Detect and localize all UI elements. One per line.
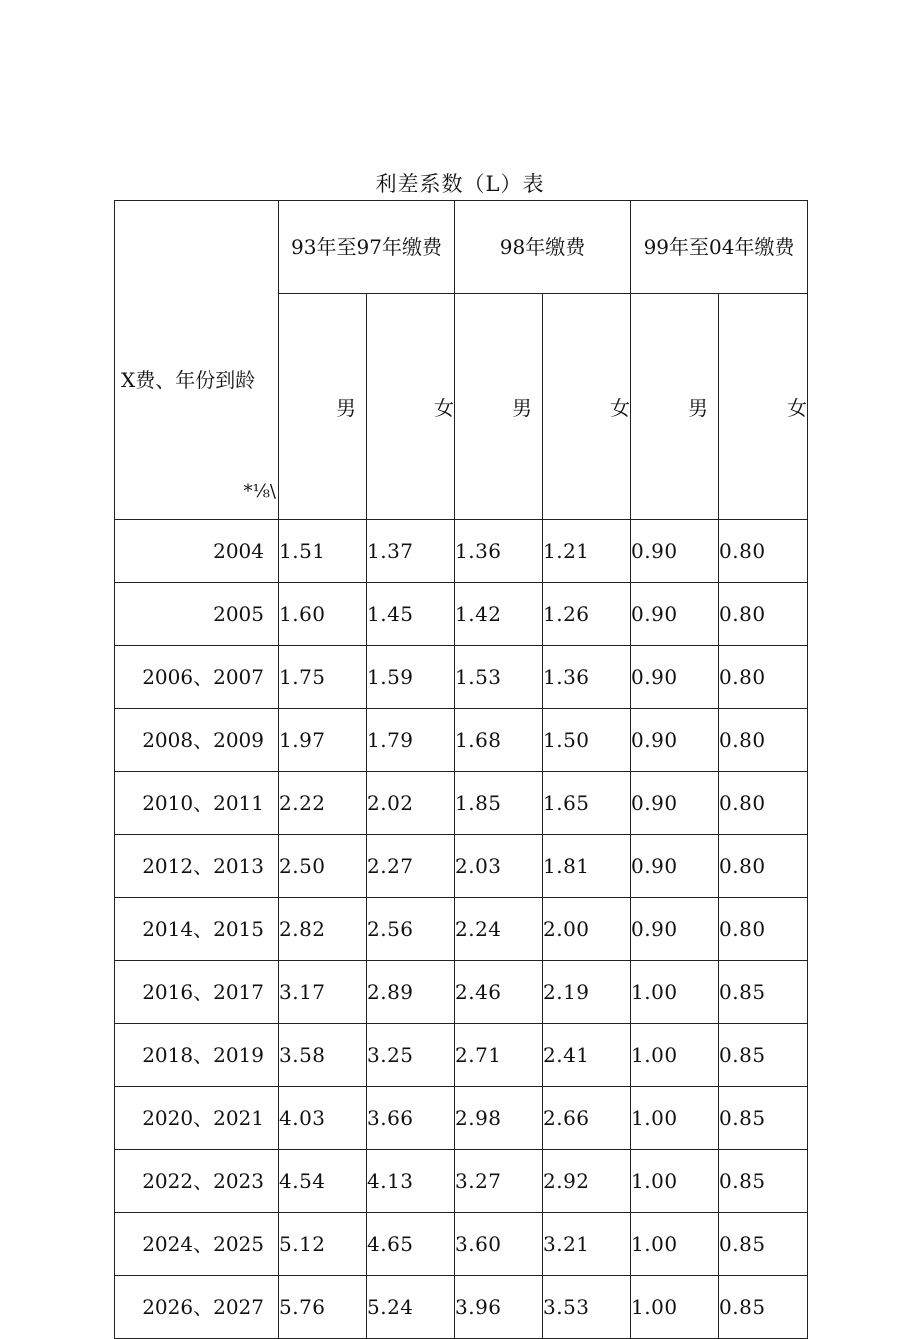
table-row (115, 1213, 808, 1276)
table-row (115, 898, 808, 961)
value-cell: 0.85 (719, 1024, 808, 1087)
value-cell: 5.12 (279, 1213, 367, 1276)
value-cell: 2.03 (455, 835, 543, 898)
value-cell: 1.85 (455, 772, 543, 835)
value-cell: 1.00 (631, 1087, 719, 1150)
value-cell: 3.53 (543, 1276, 631, 1339)
value-cell: 0.80 (719, 520, 808, 583)
table-row (115, 709, 808, 772)
value-cell: 4.54 (279, 1150, 367, 1213)
table-title: 利差系数（L）表 (375, 172, 545, 196)
value-cell: 1.00 (631, 1150, 719, 1213)
value-cell: 0.80 (719, 898, 808, 961)
value-cell: 2.27 (367, 835, 455, 898)
value-cell: 2.19 (543, 961, 631, 1024)
year-cell: 2020、2021 (115, 1087, 279, 1150)
table-row (115, 1276, 808, 1339)
group-header-99-04: 99年至04年缴费 (631, 201, 808, 294)
value-cell: 1.36 (543, 646, 631, 709)
year-cell: 2018、2019 (115, 1024, 279, 1087)
year-cell: 2008、2009 (115, 709, 279, 772)
value-cell: 3.60 (455, 1213, 543, 1276)
corner-header-label: X费、年份到龄 (121, 368, 256, 392)
value-cell: 2.50 (279, 835, 367, 898)
value-cell: 1.68 (455, 709, 543, 772)
value-cell: 1.00 (631, 1276, 719, 1339)
value-cell: 0.90 (631, 772, 719, 835)
value-cell: 3.27 (455, 1150, 543, 1213)
value-cell: 0.80 (719, 772, 808, 835)
header-row-groups (115, 201, 808, 294)
value-cell: 0.90 (631, 583, 719, 646)
year-cell: 2005 (115, 583, 279, 646)
sex-header-female (719, 294, 808, 520)
table-row (115, 520, 808, 583)
value-cell: 1.37 (367, 520, 455, 583)
year-cell: 2006、2007 (115, 646, 279, 709)
value-cell: 0.90 (631, 835, 719, 898)
value-cell: 4.13 (367, 1150, 455, 1213)
sex-label: 女 (787, 396, 808, 420)
table-row (115, 1087, 808, 1150)
sex-header-male (455, 294, 543, 520)
value-cell: 2.24 (455, 898, 543, 961)
value-cell: 2.98 (455, 1087, 543, 1150)
value-cell: 1.45 (367, 583, 455, 646)
value-cell: 1.53 (455, 646, 543, 709)
value-cell: 0.90 (631, 898, 719, 961)
value-cell: 2.71 (455, 1024, 543, 1087)
value-cell: 1.00 (631, 1024, 719, 1087)
value-cell: 1.97 (279, 709, 367, 772)
value-cell: 1.79 (367, 709, 455, 772)
value-cell: 1.21 (543, 520, 631, 583)
value-cell: 3.58 (279, 1024, 367, 1087)
year-cell: 2012、2013 (115, 835, 279, 898)
value-cell: 2.00 (543, 898, 631, 961)
value-cell: 0.80 (719, 646, 808, 709)
value-cell: 2.56 (367, 898, 455, 961)
table-row (115, 1150, 808, 1213)
group-header-93-97: 93年至97年缴费 (279, 201, 455, 294)
value-cell: 4.65 (367, 1213, 455, 1276)
sex-header-male (631, 294, 719, 520)
value-cell: 3.21 (543, 1213, 631, 1276)
value-cell: 3.25 (367, 1024, 455, 1087)
value-cell: 0.90 (631, 520, 719, 583)
value-cell: 5.24 (367, 1276, 455, 1339)
sex-header-female (543, 294, 631, 520)
value-cell: 2.82 (279, 898, 367, 961)
table-row (115, 646, 808, 709)
table-row (115, 1024, 808, 1087)
value-cell: 2.41 (543, 1024, 631, 1087)
table-row (115, 583, 808, 646)
sex-label: 男 (688, 396, 709, 420)
value-cell: 0.85 (719, 1087, 808, 1150)
value-cell: 0.90 (631, 646, 719, 709)
year-cell: 2022、2023 (115, 1150, 279, 1213)
year-cell: 2004 (115, 520, 279, 583)
value-cell: 3.96 (455, 1276, 543, 1339)
value-cell: 1.36 (455, 520, 543, 583)
value-cell: 2.46 (455, 961, 543, 1024)
value-cell: 0.80 (719, 583, 808, 646)
value-cell: 4.03 (279, 1087, 367, 1150)
value-cell: 0.90 (631, 709, 719, 772)
value-cell: 1.51 (279, 520, 367, 583)
value-cell: 0.80 (719, 709, 808, 772)
value-cell: 1.50 (543, 709, 631, 772)
value-cell: 2.66 (543, 1087, 631, 1150)
sex-label: 男 (512, 396, 532, 420)
value-cell: 1.59 (367, 646, 455, 709)
sex-label: 女 (610, 396, 631, 420)
year-cell: 2014、2015 (115, 898, 279, 961)
value-cell: 0.85 (719, 1150, 808, 1213)
value-cell: 1.42 (455, 583, 543, 646)
value-cell: 1.81 (543, 835, 631, 898)
value-cell: 0.85 (719, 1213, 808, 1276)
year-cell: 2026、2027 (115, 1276, 279, 1339)
corner-header-mark: *⅛\ (243, 481, 276, 502)
sex-label: 女 (434, 396, 454, 420)
value-cell: 1.65 (543, 772, 631, 835)
value-cell: 1.00 (631, 1213, 719, 1276)
value-cell: 2.89 (367, 961, 455, 1024)
value-cell: 2.22 (279, 772, 367, 835)
corner-header-cell (115, 201, 279, 520)
value-cell: 1.26 (543, 583, 631, 646)
value-cell: 0.85 (719, 1276, 808, 1339)
value-cell: 1.75 (279, 646, 367, 709)
value-cell: 2.02 (367, 772, 455, 835)
value-cell: 3.66 (367, 1087, 455, 1150)
value-cell: 0.85 (719, 961, 808, 1024)
value-cell: 1.00 (631, 961, 719, 1024)
sex-header-male (279, 294, 367, 520)
table-row (115, 772, 808, 835)
year-cell: 2016、2017 (115, 961, 279, 1024)
table-body (115, 201, 808, 1339)
group-header-98: 98年缴费 (455, 201, 631, 294)
value-cell: 5.76 (279, 1276, 367, 1339)
sex-label: 男 (336, 396, 356, 420)
value-cell: 0.80 (719, 835, 808, 898)
value-cell: 1.60 (279, 583, 367, 646)
value-cell: 2.92 (543, 1150, 631, 1213)
table-row (115, 835, 808, 898)
year-cell: 2024、2025 (115, 1213, 279, 1276)
value-cell: 3.17 (279, 961, 367, 1024)
sex-header-female (367, 294, 455, 520)
coefficient-table (114, 200, 808, 1339)
year-cell: 2010、2011 (115, 772, 279, 835)
table-row (115, 961, 808, 1024)
